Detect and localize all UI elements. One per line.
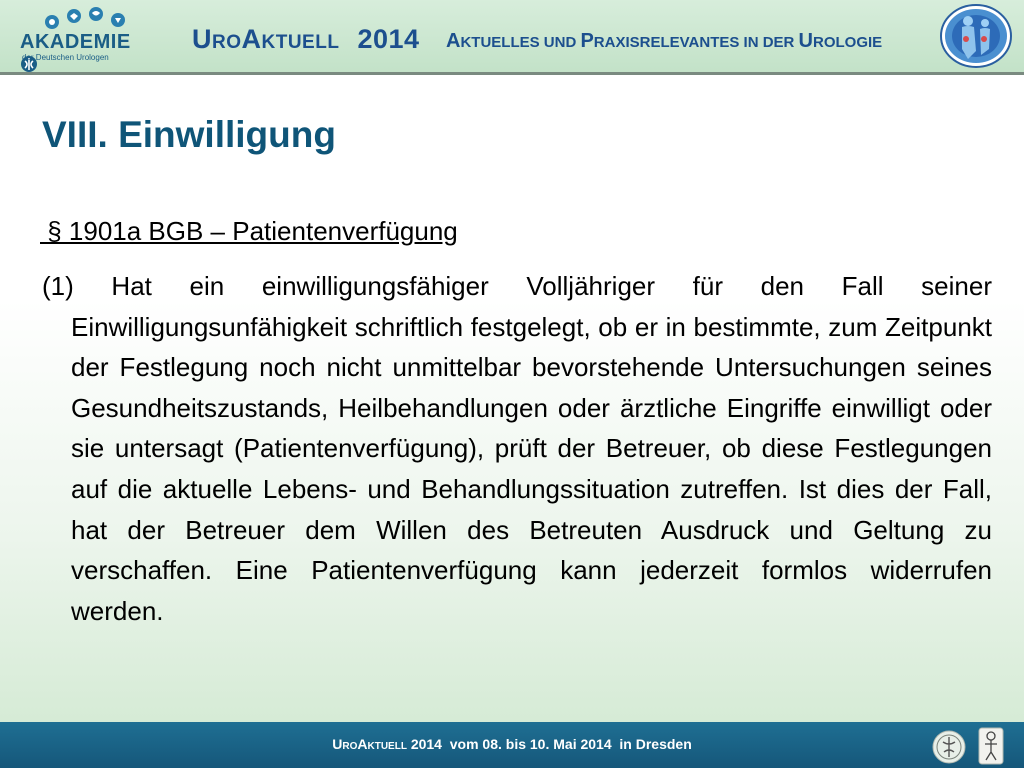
header-bar [0, 0, 1024, 75]
conference-title: UROAKTUELL 2014 [192, 24, 420, 54]
figure-seal-icon [978, 727, 1004, 765]
footer-bar [0, 722, 1024, 768]
slide-title: VIII. Einwilligung [42, 114, 336, 155]
academy-figures-icon [42, 6, 138, 32]
anatomy-globe-icon [938, 3, 1014, 69]
conference-subtitle: AKTUELLES UND PRAXISRELEVANTES IN DER UROLOGIE [446, 30, 883, 52]
footer-text: UROAKTUELL 2014 vom 08. bis 10. Mai 2014 in Dresden [332, 736, 692, 752]
round-seal-icon [932, 730, 966, 764]
logo-wordmark: AKADEMIE [20, 31, 140, 77]
academy-logo [20, 6, 140, 66]
law-paragraph: (1) Hat ein einwilligungsfähiger Volljähriger für den Fall seiner Einwilligungsunfähigkeit schriftlich festgelegt, ob er in bestimmte, zum Zeitpunkt der Festlegung noch nicht unmittelbar bevorstehende Untersuchungen seines Gesundheitszustands, Heilbehandlungen oder ärztliche Eingriffe einwilligt oder sie untersagt (Patientenverfügung), prüft der Betreuer, ob diese Festlegungen auf die aktuelle Lebens- und Behandlungssituation zutreffen. Ist dies der Fall, hat der Betreuer dem Willen des Betreuten Ausdruck und Geltung zu verschaffen. Eine Patientenverfügung kann jederzeit formlos widerrufen werden. [42, 271, 992, 626]
law-reference-heading: § 1901a BGB – Patientenverfügung [40, 216, 458, 246]
logo-subtitle: der Deutschen Urologen [22, 53, 109, 62]
